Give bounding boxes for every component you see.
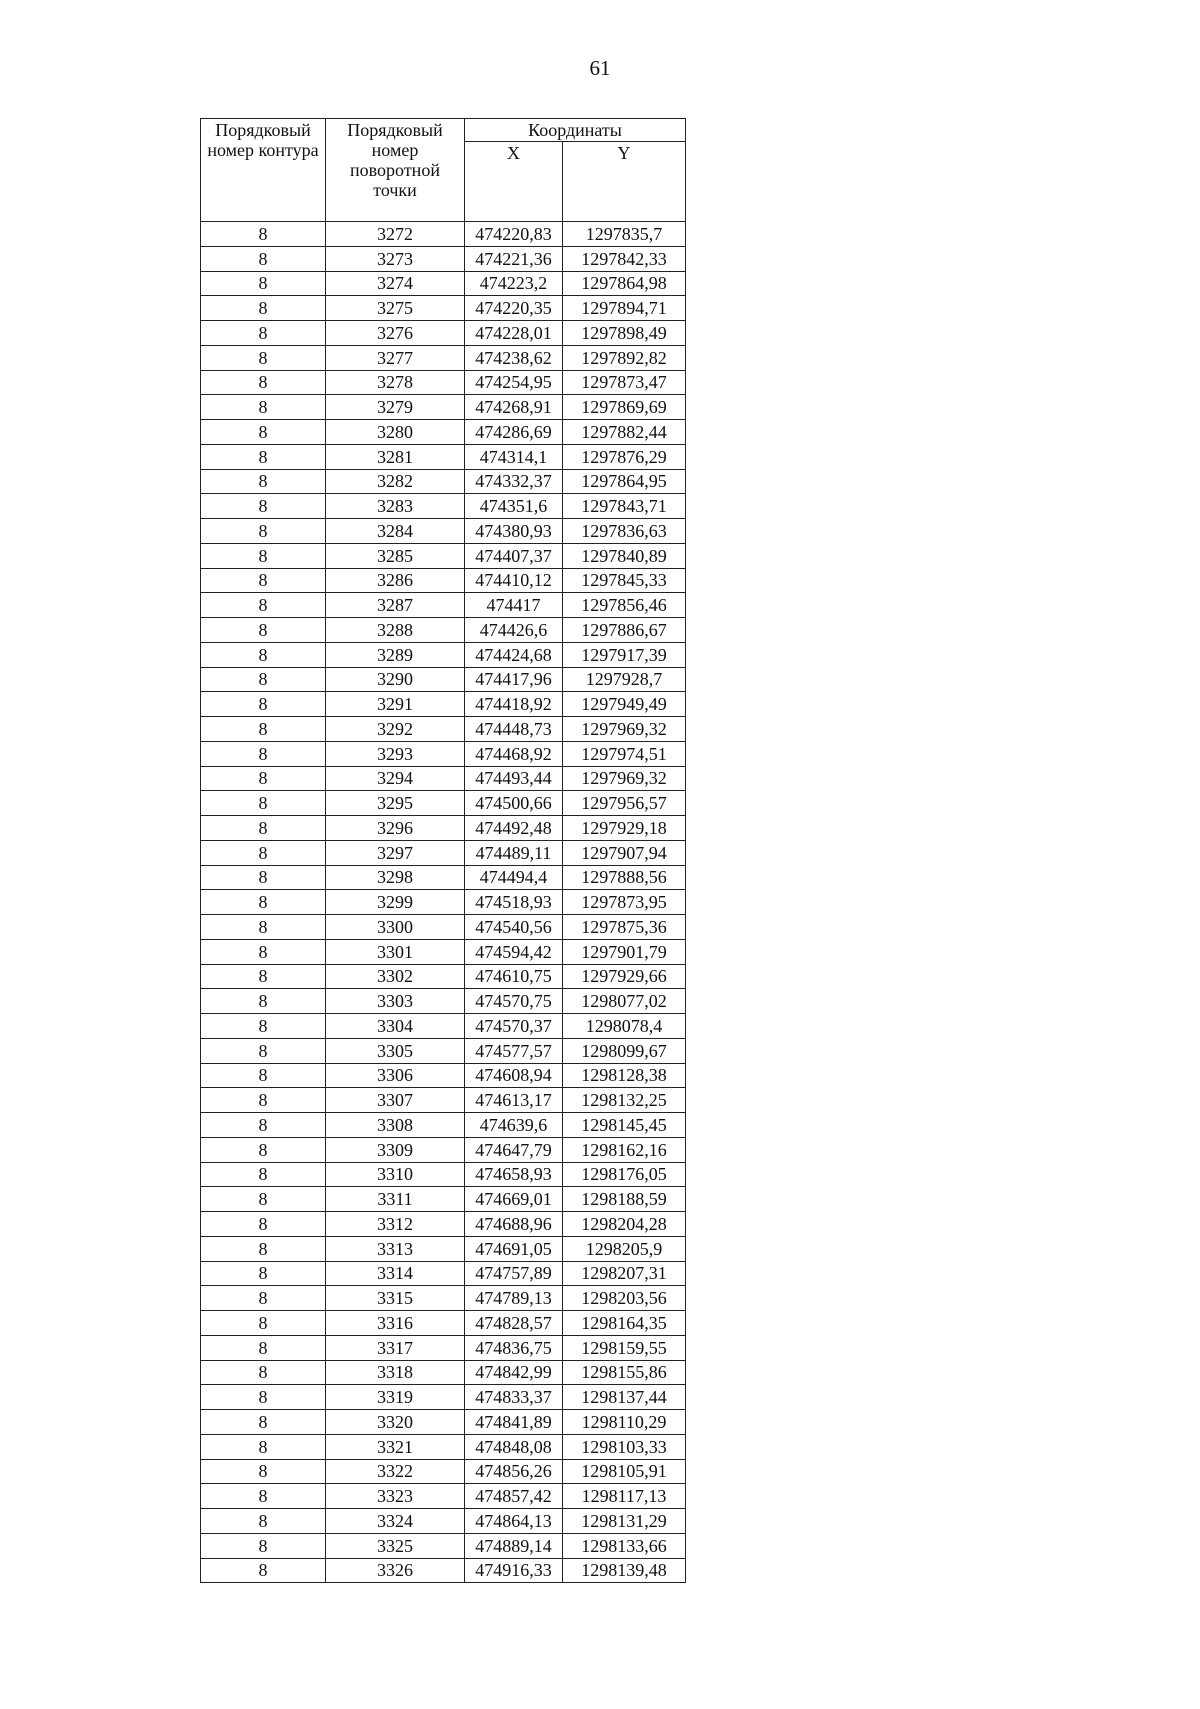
table-row	[201, 1014, 686, 1039]
y-coordinate-cell: 1297835,7	[563, 222, 686, 247]
table-row	[201, 543, 686, 568]
y-coordinate-cell: 1297864,98	[563, 271, 686, 296]
contour-number-cell: 8	[201, 1286, 326, 1311]
y-coordinate-cell: 1297876,29	[563, 444, 686, 469]
point-number-cell: 3284	[326, 519, 465, 544]
point-number-cell: 3310	[326, 1162, 465, 1187]
x-coordinate-cell: 474407,37	[465, 543, 563, 568]
table-row	[201, 1434, 686, 1459]
table-row	[201, 246, 686, 271]
x-coordinate-cell: 474518,93	[465, 890, 563, 915]
contour-number-cell: 8	[201, 1038, 326, 1063]
contour-number-cell: 8	[201, 989, 326, 1014]
table-row	[201, 1286, 686, 1311]
y-coordinate-cell: 1297928,7	[563, 667, 686, 692]
x-coordinate-cell: 474688,96	[465, 1212, 563, 1237]
point-number-cell: 3326	[326, 1558, 465, 1583]
y-coordinate-cell: 1297840,89	[563, 543, 686, 568]
y-coordinate-cell: 1298099,67	[563, 1038, 686, 1063]
x-coordinate-cell: 474610,75	[465, 964, 563, 989]
page-number: 61	[589, 56, 611, 80]
x-coordinate-cell: 474691,05	[465, 1236, 563, 1261]
x-coordinate-cell: 474254,95	[465, 370, 563, 395]
y-coordinate-cell: 1297901,79	[563, 939, 686, 964]
point-number-cell: 3282	[326, 469, 465, 494]
table-row	[201, 964, 686, 989]
y-coordinate-cell: 1298155,86	[563, 1360, 686, 1385]
point-number-cell: 3325	[326, 1533, 465, 1558]
contour-number-cell: 8	[201, 766, 326, 791]
contour-number-cell: 8	[201, 1509, 326, 1534]
x-coordinate-cell: 474223,2	[465, 271, 563, 296]
table-row	[201, 1311, 686, 1336]
y-coordinate-cell: 1297969,32	[563, 766, 686, 791]
x-coordinate-cell: 474314,1	[465, 444, 563, 469]
point-number-cell: 3272	[326, 222, 465, 247]
table-row	[201, 717, 686, 742]
table-row	[201, 1113, 686, 1138]
point-number-cell: 3299	[326, 890, 465, 915]
contour-number-cell: 8	[201, 642, 326, 667]
x-coordinate-cell: 474570,75	[465, 989, 563, 1014]
point-number-cell: 3273	[326, 246, 465, 271]
x-coordinate-cell: 474828,57	[465, 1311, 563, 1336]
table-row	[201, 1212, 686, 1237]
y-coordinate-cell: 1297929,66	[563, 964, 686, 989]
table-row	[201, 420, 686, 445]
x-coordinate-cell: 474448,73	[465, 717, 563, 742]
y-coordinate-cell: 1297956,57	[563, 791, 686, 816]
contour-number-cell: 8	[201, 741, 326, 766]
y-coordinate-cell: 1297869,69	[563, 395, 686, 420]
x-coordinate-cell: 474426,6	[465, 618, 563, 643]
table-row	[201, 1236, 686, 1261]
point-number-cell: 3308	[326, 1113, 465, 1138]
y-coordinate-cell: 1298164,35	[563, 1311, 686, 1336]
y-coordinate-cell: 1297845,33	[563, 568, 686, 593]
x-coordinate-cell: 474410,12	[465, 568, 563, 593]
y-coordinate-cell: 1298105,91	[563, 1459, 686, 1484]
point-number-cell: 3277	[326, 345, 465, 370]
contour-number-cell: 8	[201, 717, 326, 742]
table-row	[201, 840, 686, 865]
point-number-cell: 3322	[326, 1459, 465, 1484]
x-coordinate-cell: 474489,11	[465, 840, 563, 865]
x-coordinate-cell: 474577,57	[465, 1038, 563, 1063]
contour-number-cell: 8	[201, 1212, 326, 1237]
point-number-cell: 3289	[326, 642, 465, 667]
point-number-cell: 3317	[326, 1335, 465, 1360]
point-number-cell: 3297	[326, 840, 465, 865]
x-coordinate-cell: 474857,42	[465, 1484, 563, 1509]
x-coordinate-cell: 474889,14	[465, 1533, 563, 1558]
contour-number-cell: 8	[201, 1261, 326, 1286]
y-coordinate-cell: 1298132,25	[563, 1088, 686, 1113]
point-number-cell: 3324	[326, 1509, 465, 1534]
point-number-cell: 3321	[326, 1434, 465, 1459]
table-row	[201, 865, 686, 890]
point-number-cell: 3293	[326, 741, 465, 766]
table-header	[201, 119, 686, 222]
table-row	[201, 915, 686, 940]
table-row	[201, 989, 686, 1014]
y-coordinate-cell: 1298077,02	[563, 989, 686, 1014]
point-number-cell: 3305	[326, 1038, 465, 1063]
x-coordinate-cell: 474856,26	[465, 1459, 563, 1484]
x-coordinate-cell: 474639,6	[465, 1113, 563, 1138]
table-row	[201, 494, 686, 519]
x-coordinate-cell: 474238,62	[465, 345, 563, 370]
contour-number-cell: 8	[201, 395, 326, 420]
contour-number-cell: 8	[201, 222, 326, 247]
contour-number-cell: 8	[201, 1088, 326, 1113]
header-x: X	[465, 142, 563, 222]
x-coordinate-cell: 474418,92	[465, 692, 563, 717]
y-coordinate-cell: 1298110,29	[563, 1410, 686, 1435]
table-row	[201, 1063, 686, 1088]
header-y: Y	[563, 142, 686, 222]
point-number-cell: 3301	[326, 939, 465, 964]
header-contour-line1: Порядковый	[215, 120, 311, 140]
table-row	[201, 618, 686, 643]
y-coordinate-cell: 1297969,32	[563, 717, 686, 742]
contour-number-cell: 8	[201, 1014, 326, 1039]
contour-number-cell: 8	[201, 816, 326, 841]
contour-number-cell: 8	[201, 1162, 326, 1187]
table-row	[201, 692, 686, 717]
y-coordinate-cell: 1298078,4	[563, 1014, 686, 1039]
table-row	[201, 766, 686, 791]
contour-number-cell: 8	[201, 246, 326, 271]
header-coordinates: Координаты	[465, 119, 686, 142]
point-number-cell: 3288	[326, 618, 465, 643]
x-coordinate-cell: 474841,89	[465, 1410, 563, 1435]
contour-number-cell: 8	[201, 939, 326, 964]
table-row	[201, 568, 686, 593]
contour-number-cell: 8	[201, 1484, 326, 1509]
table-row	[201, 1088, 686, 1113]
x-coordinate-cell: 474468,92	[465, 741, 563, 766]
x-coordinate-cell: 474286,69	[465, 420, 563, 445]
x-coordinate-cell: 474842,99	[465, 1360, 563, 1385]
table-row	[201, 296, 686, 321]
y-coordinate-cell: 1297843,71	[563, 494, 686, 519]
contour-number-cell: 8	[201, 1533, 326, 1558]
y-coordinate-cell: 1298145,45	[563, 1113, 686, 1138]
table-row	[201, 222, 686, 247]
contour-number-cell: 8	[201, 568, 326, 593]
x-coordinate-cell: 474417	[465, 593, 563, 618]
y-coordinate-cell: 1298176,05	[563, 1162, 686, 1187]
point-number-cell: 3302	[326, 964, 465, 989]
table-row	[201, 1038, 686, 1063]
x-coordinate-cell: 474220,35	[465, 296, 563, 321]
table-row	[201, 1558, 686, 1583]
contour-number-cell: 8	[201, 519, 326, 544]
point-number-cell: 3292	[326, 717, 465, 742]
table-row	[201, 939, 686, 964]
header-contour-number	[201, 119, 326, 222]
point-number-cell: 3320	[326, 1410, 465, 1435]
y-coordinate-cell: 1298131,29	[563, 1509, 686, 1534]
y-coordinate-cell: 1297886,67	[563, 618, 686, 643]
header-point-line4: точки	[373, 180, 417, 200]
x-coordinate-cell: 474220,83	[465, 222, 563, 247]
point-number-cell: 3304	[326, 1014, 465, 1039]
point-number-cell: 3306	[326, 1063, 465, 1088]
y-coordinate-cell: 1297836,63	[563, 519, 686, 544]
table-row	[201, 1533, 686, 1558]
x-coordinate-cell: 474492,48	[465, 816, 563, 841]
contour-number-cell: 8	[201, 593, 326, 618]
y-coordinate-cell: 1298137,44	[563, 1385, 686, 1410]
contour-number-cell: 8	[201, 1385, 326, 1410]
point-number-cell: 3307	[326, 1088, 465, 1113]
x-coordinate-cell: 474608,94	[465, 1063, 563, 1088]
point-number-cell: 3316	[326, 1311, 465, 1336]
x-coordinate-cell: 474268,91	[465, 395, 563, 420]
x-coordinate-cell: 474332,37	[465, 469, 563, 494]
y-coordinate-cell: 1298103,33	[563, 1434, 686, 1459]
contour-number-cell: 8	[201, 865, 326, 890]
table-row	[201, 1137, 686, 1162]
table-row	[201, 395, 686, 420]
contour-number-cell: 8	[201, 791, 326, 816]
contour-number-cell: 8	[201, 420, 326, 445]
x-coordinate-cell: 474417,96	[465, 667, 563, 692]
x-coordinate-cell: 474380,93	[465, 519, 563, 544]
table-row	[201, 1162, 686, 1187]
table-row	[201, 444, 686, 469]
y-coordinate-cell: 1297898,49	[563, 321, 686, 346]
contour-number-cell: 8	[201, 494, 326, 519]
y-coordinate-cell: 1297882,44	[563, 420, 686, 445]
point-number-cell: 3314	[326, 1261, 465, 1286]
point-number-cell: 3283	[326, 494, 465, 519]
point-number-cell: 3285	[326, 543, 465, 568]
x-coordinate-cell: 474658,93	[465, 1162, 563, 1187]
contour-number-cell: 8	[201, 667, 326, 692]
point-number-cell: 3312	[326, 1212, 465, 1237]
contour-number-cell: 8	[201, 915, 326, 940]
x-coordinate-cell: 474351,6	[465, 494, 563, 519]
table-row	[201, 370, 686, 395]
table-row	[201, 1509, 686, 1534]
point-number-cell: 3291	[326, 692, 465, 717]
y-coordinate-cell: 1297917,39	[563, 642, 686, 667]
x-coordinate-cell: 474570,37	[465, 1014, 563, 1039]
x-coordinate-cell: 474424,68	[465, 642, 563, 667]
point-number-cell: 3278	[326, 370, 465, 395]
point-number-cell: 3296	[326, 816, 465, 841]
y-coordinate-cell: 1297864,95	[563, 469, 686, 494]
point-number-cell: 3300	[326, 915, 465, 940]
y-coordinate-cell: 1297929,18	[563, 816, 686, 841]
x-coordinate-cell: 474669,01	[465, 1187, 563, 1212]
point-number-cell: 3318	[326, 1360, 465, 1385]
x-coordinate-cell: 474613,17	[465, 1088, 563, 1113]
point-number-cell: 3290	[326, 667, 465, 692]
x-coordinate-cell: 474789,13	[465, 1286, 563, 1311]
x-coordinate-cell: 474594,42	[465, 939, 563, 964]
y-coordinate-cell: 1298162,16	[563, 1137, 686, 1162]
contour-number-cell: 8	[201, 692, 326, 717]
table-row	[201, 890, 686, 915]
point-number-cell: 3309	[326, 1137, 465, 1162]
y-coordinate-cell: 1298117,13	[563, 1484, 686, 1509]
table-row	[201, 469, 686, 494]
header-point-line3: поворотной	[350, 160, 440, 180]
y-coordinate-cell: 1298159,55	[563, 1335, 686, 1360]
table-body	[201, 222, 686, 1583]
point-number-cell: 3319	[326, 1385, 465, 1410]
y-coordinate-cell: 1298188,59	[563, 1187, 686, 1212]
contour-number-cell: 8	[201, 1434, 326, 1459]
table-row	[201, 1410, 686, 1435]
table-row	[201, 593, 686, 618]
y-coordinate-cell: 1298207,31	[563, 1261, 686, 1286]
x-coordinate-cell: 474221,36	[465, 246, 563, 271]
y-coordinate-cell: 1298205,9	[563, 1236, 686, 1261]
contour-number-cell: 8	[201, 1113, 326, 1138]
contour-number-cell: 8	[201, 1459, 326, 1484]
point-number-cell: 3286	[326, 568, 465, 593]
contour-number-cell: 8	[201, 890, 326, 915]
x-coordinate-cell: 474848,08	[465, 1434, 563, 1459]
point-number-cell: 3313	[326, 1236, 465, 1261]
contour-number-cell: 8	[201, 1360, 326, 1385]
contour-number-cell: 8	[201, 840, 326, 865]
point-number-cell: 3298	[326, 865, 465, 890]
contour-number-cell: 8	[201, 1410, 326, 1435]
contour-number-cell: 8	[201, 964, 326, 989]
contour-number-cell: 8	[201, 1335, 326, 1360]
table-row	[201, 1459, 686, 1484]
contour-number-cell: 8	[201, 370, 326, 395]
x-coordinate-cell: 474916,33	[465, 1558, 563, 1583]
table-row	[201, 816, 686, 841]
header-point-line2: номер	[371, 140, 419, 160]
y-coordinate-cell: 1297888,56	[563, 865, 686, 890]
x-coordinate-cell: 474833,37	[465, 1385, 563, 1410]
point-number-cell: 3274	[326, 271, 465, 296]
y-coordinate-cell: 1297842,33	[563, 246, 686, 271]
point-number-cell: 3295	[326, 791, 465, 816]
x-coordinate-cell: 474540,56	[465, 915, 563, 940]
contour-number-cell: 8	[201, 1311, 326, 1336]
contour-number-cell: 8	[201, 1137, 326, 1162]
y-coordinate-cell: 1298133,66	[563, 1533, 686, 1558]
table-row	[201, 741, 686, 766]
point-number-cell: 3287	[326, 593, 465, 618]
y-coordinate-cell: 1298203,56	[563, 1286, 686, 1311]
table-row	[201, 1335, 686, 1360]
y-coordinate-cell: 1297907,94	[563, 840, 686, 865]
y-coordinate-cell: 1297856,46	[563, 593, 686, 618]
point-number-cell: 3323	[326, 1484, 465, 1509]
x-coordinate-cell: 474864,13	[465, 1509, 563, 1534]
y-coordinate-cell: 1298204,28	[563, 1212, 686, 1237]
point-number-cell: 3280	[326, 420, 465, 445]
point-number-cell: 3275	[326, 296, 465, 321]
table-row	[201, 642, 686, 667]
table-row	[201, 321, 686, 346]
y-coordinate-cell: 1297873,95	[563, 890, 686, 915]
header-point-line1: Порядковый	[347, 120, 443, 140]
table-row	[201, 1187, 686, 1212]
point-number-cell: 3294	[326, 766, 465, 791]
x-coordinate-cell: 474493,44	[465, 766, 563, 791]
point-number-cell: 3311	[326, 1187, 465, 1212]
table-row	[201, 1385, 686, 1410]
table-row	[201, 667, 686, 692]
table-row	[201, 1484, 686, 1509]
y-coordinate-cell: 1297894,71	[563, 296, 686, 321]
point-number-cell: 3276	[326, 321, 465, 346]
x-coordinate-cell: 474757,89	[465, 1261, 563, 1286]
y-coordinate-cell: 1297875,36	[563, 915, 686, 940]
table-row	[201, 1360, 686, 1385]
point-number-cell: 3303	[326, 989, 465, 1014]
coordinates-table	[200, 118, 686, 1583]
contour-number-cell: 8	[201, 1558, 326, 1583]
y-coordinate-cell: 1298139,48	[563, 1558, 686, 1583]
x-coordinate-cell: 474494,4	[465, 865, 563, 890]
header-contour-line2: номер контура	[207, 140, 319, 160]
contour-number-cell: 8	[201, 345, 326, 370]
y-coordinate-cell: 1297873,47	[563, 370, 686, 395]
contour-number-cell: 8	[201, 271, 326, 296]
y-coordinate-cell: 1297974,51	[563, 741, 686, 766]
contour-number-cell: 8	[201, 296, 326, 321]
x-coordinate-cell: 474500,66	[465, 791, 563, 816]
table-row	[201, 519, 686, 544]
contour-number-cell: 8	[201, 1236, 326, 1261]
x-coordinate-cell: 474836,75	[465, 1335, 563, 1360]
y-coordinate-cell: 1297949,49	[563, 692, 686, 717]
table-row	[201, 271, 686, 296]
contour-number-cell: 8	[201, 444, 326, 469]
y-coordinate-cell: 1297892,82	[563, 345, 686, 370]
x-coordinate-cell: 474228,01	[465, 321, 563, 346]
x-coordinate-cell: 474647,79	[465, 1137, 563, 1162]
contour-number-cell: 8	[201, 1063, 326, 1088]
table-row	[201, 791, 686, 816]
point-number-cell: 3281	[326, 444, 465, 469]
point-number-cell: 3279	[326, 395, 465, 420]
contour-number-cell: 8	[201, 1187, 326, 1212]
contour-number-cell: 8	[201, 469, 326, 494]
point-number-cell: 3315	[326, 1286, 465, 1311]
header-point-number	[326, 119, 465, 222]
contour-number-cell: 8	[201, 618, 326, 643]
contour-number-cell: 8	[201, 321, 326, 346]
contour-number-cell: 8	[201, 543, 326, 568]
table-row	[201, 1261, 686, 1286]
y-coordinate-cell: 1298128,38	[563, 1063, 686, 1088]
table-row	[201, 345, 686, 370]
